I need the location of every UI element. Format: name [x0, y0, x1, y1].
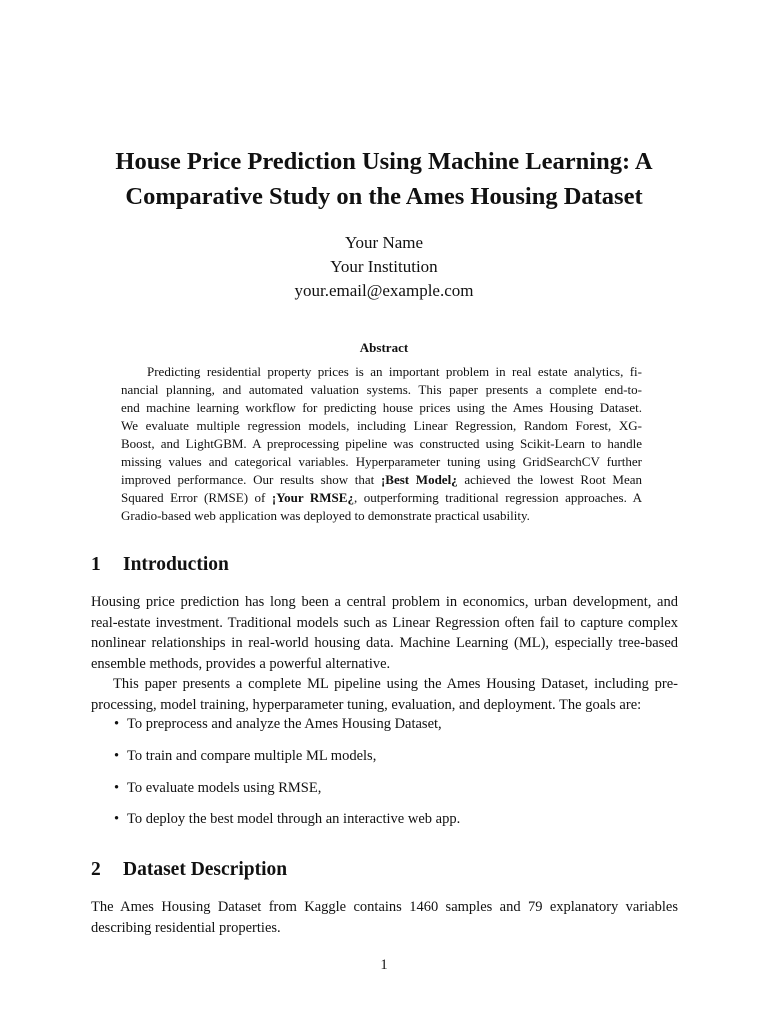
- abstract-line: missing values and categorical variables. Hyperparameter tuning using GridSearchCV further: [121, 454, 642, 469]
- bullet-icon: •: [114, 811, 120, 827]
- body-line: real-estate investment. Traditional models such as Linear Regression often fail to capture complex: [91, 614, 678, 631]
- abstract-heading: Abstract: [359, 340, 409, 355]
- abstract-line: Boost, and LightGBM. A preprocessing pipeline was constructed using Scikit-Learn to handle: [121, 436, 642, 451]
- abstract-line: nancial planning, and automated valuation systems. This paper presents a complete end-to-: [121, 382, 642, 397]
- list-item: [114, 778, 321, 798]
- abstract-body: [121, 363, 642, 525]
- list-item: [114, 809, 460, 829]
- section-heading-introduction: [91, 552, 229, 578]
- bullet-icon: •: [114, 716, 120, 732]
- bullet-icon: •: [114, 780, 120, 796]
- abstract-text: , outperforming traditional regression approaches. A: [353, 490, 642, 505]
- paper-title: [60, 144, 708, 214]
- bullet-icon: •: [114, 748, 120, 764]
- abstract-line: [121, 489, 642, 507]
- body-line: describing residential properties.: [91, 919, 281, 936]
- introduction-paragraph-1: [91, 592, 678, 715]
- section-title: Introduction: [123, 554, 229, 575]
- abstract-line: We evaluate multiple regression models, including Linear Regression, Random Forest, XG-: [121, 418, 642, 433]
- abstract-text: achieved the lowest Root Mean: [457, 472, 642, 487]
- body-line: This paper presents a complete ML pipeline using the Ames Housing Dataset, including pre-: [113, 676, 678, 692]
- abstract-line: end machine learning workflow for predicting house prices using the Ames Housing Dataset.: [121, 400, 642, 415]
- dataset-paragraph-1: [91, 897, 678, 938]
- abstract-line: Predicting residential property prices is an important problem in real estate analytics, fi-: [147, 364, 642, 379]
- abstract-line: [121, 471, 642, 489]
- author-block: [84, 231, 684, 303]
- rmse-placeholder: ¡Your RMSE¿: [271, 490, 354, 505]
- body-line: processing, model training, hyperparameter tuning, evaluation, and deployment. The goals are:: [91, 696, 642, 713]
- abstract-text: Squared Error (RMSE) of: [121, 490, 272, 505]
- body-line: The Ames Housing Dataset from Kaggle contains 1460 samples and 79 explanatory variables: [91, 899, 678, 915]
- author-email: your.email@example.com: [294, 281, 474, 300]
- list-item: [114, 746, 376, 766]
- abstract-text: improved performance. Our results show that: [121, 472, 381, 487]
- section-heading-dataset-description: [91, 857, 287, 883]
- list-item-text: To train and compare multiple ML models,: [127, 748, 377, 764]
- body-line: Housing price prediction has long been a central problem in economics, urban development, and: [91, 594, 678, 610]
- title-line: House Price Prediction Using Machine Learning: A: [115, 148, 653, 175]
- list-item-text: To preprocess and analyze the Ames Housing Dataset,: [127, 716, 442, 732]
- section-title: Dataset Description: [123, 859, 288, 880]
- page-number: 1: [380, 957, 388, 973]
- abstract-line: Gradio-based web application was deployed to demonstrate practical usability.: [121, 508, 530, 523]
- section-number: 2: [91, 859, 101, 880]
- list-item-text: To evaluate models using RMSE,: [127, 780, 322, 796]
- section-number: 1: [91, 554, 101, 575]
- list-item: [114, 714, 442, 734]
- title-line: Comparative Study on the Ames Housing Dataset: [125, 183, 643, 210]
- author-institution: Your Institution: [330, 257, 438, 276]
- list-item-text: To deploy the best model through an interactive web app.: [127, 811, 461, 827]
- body-line: nonlinear relationships in real-world housing data. Machine Learning (ML), especially tree-based: [91, 635, 678, 651]
- best-model-placeholder: ¡Best Model¿: [380, 472, 458, 487]
- body-line: ensemble methods, provides a powerful alternative.: [91, 655, 391, 672]
- author-name: Your Name: [344, 233, 424, 252]
